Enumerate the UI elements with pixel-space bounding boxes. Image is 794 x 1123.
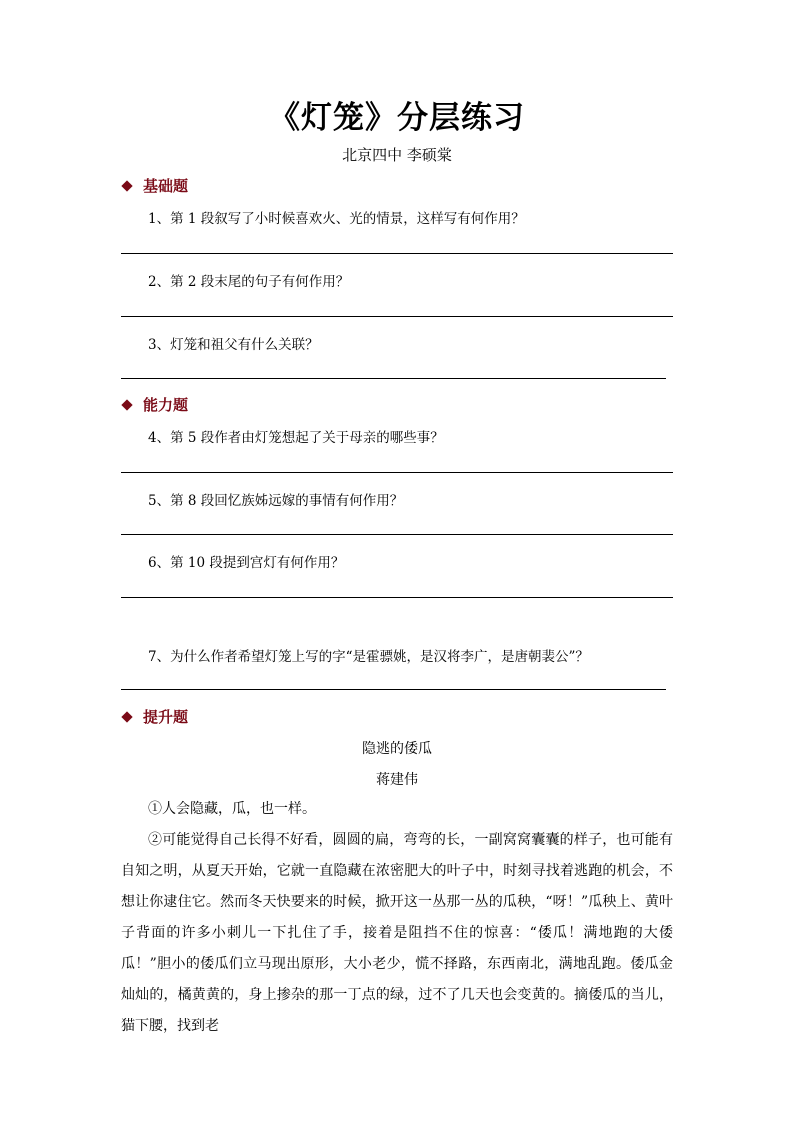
- answer-line: [121, 378, 666, 379]
- answer-line: [121, 534, 673, 535]
- section-title: 能力题: [143, 396, 189, 414]
- reading-author: 蒋建伟: [376, 772, 418, 788]
- answer-line: [121, 316, 673, 317]
- reading-passage: [121, 794, 673, 1042]
- question-3: 3、灯笼和祖父有什么关联？: [148, 337, 319, 353]
- question-6: 6、第 10 段提到宫灯有何作用？: [148, 555, 345, 571]
- section-advanced: [121, 706, 188, 727]
- answer-line: [121, 253, 673, 254]
- question-2: 2、第 2 段末尾的句子有何作用？: [148, 274, 350, 290]
- author-line: 北京四中 李硕棠: [342, 146, 452, 164]
- section-basic: [121, 175, 188, 196]
- diamond-bullet-icon: [121, 399, 132, 410]
- section-ability: [121, 394, 188, 415]
- question-4: 4、第 5 段作者由灯笼想起了关于母亲的哪些事？: [148, 430, 444, 446]
- section-title: 基础题: [143, 177, 189, 195]
- question-5: 5、第 8 段回忆族姊远嫁的事情有何作用？: [148, 493, 404, 509]
- reading-title: 隐逃的倭瓜: [362, 741, 432, 757]
- passage-paragraph: ①人会隐藏，瓜，也一样。: [148, 801, 316, 817]
- section-title: 提升题: [143, 708, 189, 726]
- question-7: 7、为什么作者希望灯笼上写的字“是霍骠姚，是汉将李广，是唐朝裴公”？: [148, 649, 589, 665]
- page-title: 《灯笼》分层练习: [269, 100, 525, 136]
- answer-line: [121, 689, 666, 690]
- diamond-bullet-icon: [121, 180, 132, 191]
- question-1: 1、第 1 段叙写了小时候喜欢火、光的情景，这样写有何作用？: [148, 211, 525, 227]
- diamond-bullet-icon: [121, 711, 132, 722]
- passage-paragraph: ②可能觉得自己长得不好看，圆圆的扁，弯弯的长，一副窝窝囊囊的样子，也可能有自知之明，从夏天开始，它就一直隐藏在浓密肥大的叶子中，时刻寻找着逃跑的机会，不想让你逮住它。然而冬天快要来的时候，掀开这一丛那一丛的瓜秧，“呀！”瓜秧上、黄叶子背面的许多小刺儿一下扎住了手，接着是阻挡不住的惊喜：“倭瓜！满地跑的大倭瓜！”胆小的倭瓜们立马现出原形，大小老少，慌不择路，东西南北，满地乱跑。倭瓜金灿灿的，橘黄黄的，身上掺杂的那一丁点的绿，过不了几天也会变黄的。摘倭瓜的当儿，猫下腰，找到老: [121, 832, 673, 1034]
- answer-line: [121, 472, 673, 473]
- answer-line: [121, 597, 673, 598]
